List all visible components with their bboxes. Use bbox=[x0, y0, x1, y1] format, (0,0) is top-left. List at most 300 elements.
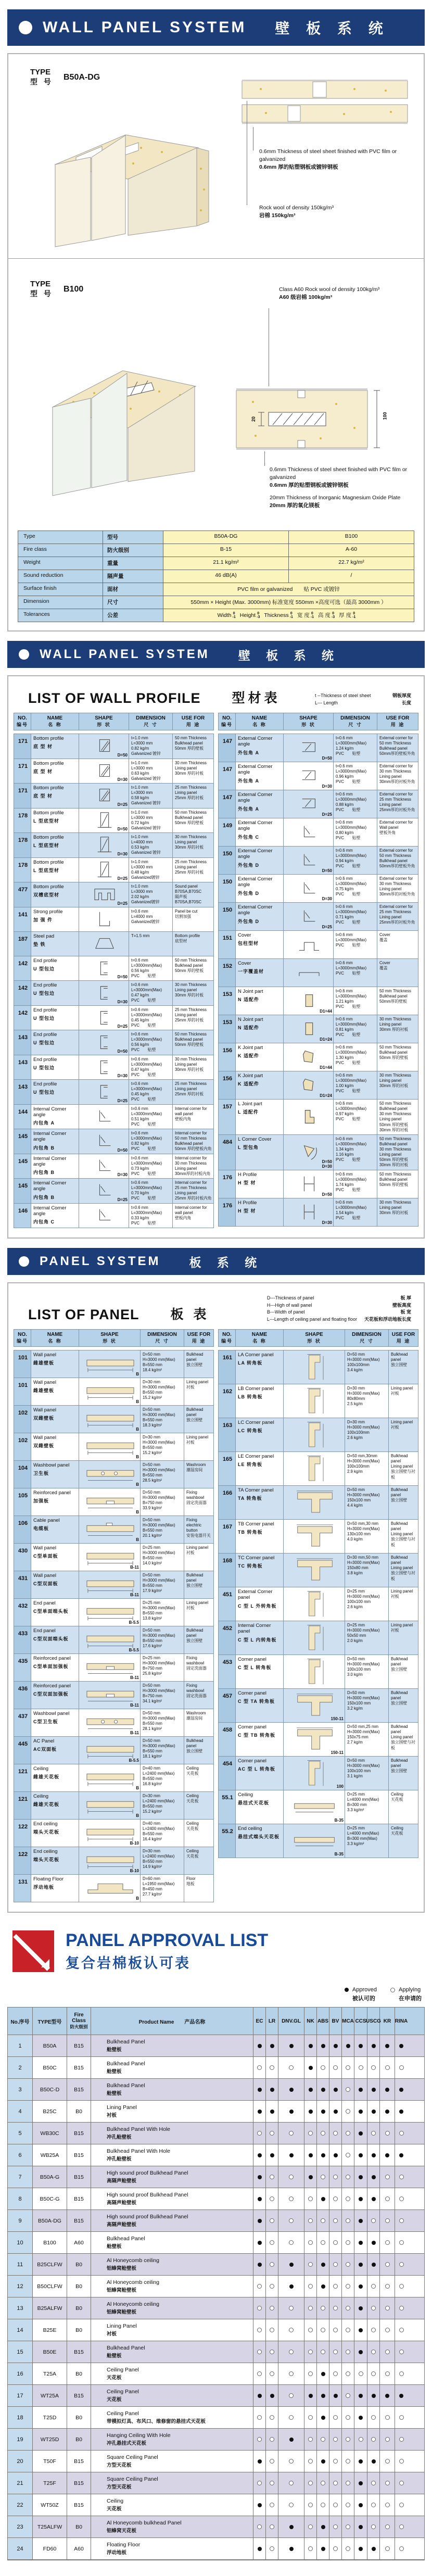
dimension-line: 15.2 kg/m² bbox=[143, 1809, 162, 1814]
profile-shape-icon bbox=[287, 1829, 343, 1853]
dimension-line: 18.4 kg/m² bbox=[143, 1368, 162, 1373]
applying-dot-icon bbox=[308, 2459, 313, 2464]
dimension-line: t=0.6 mm bbox=[131, 908, 148, 914]
shape-label: D=25 bbox=[117, 802, 128, 807]
row-number: 102 bbox=[14, 1406, 31, 1433]
row-name bbox=[31, 1006, 79, 1030]
row-number: 167 bbox=[219, 1520, 236, 1553]
approval-product-name bbox=[91, 2232, 253, 2253]
profile-shape-icon bbox=[88, 835, 121, 855]
dimension-line: PVC 贴塑 bbox=[336, 807, 361, 813]
use-line: Lining panel bbox=[379, 915, 402, 920]
row-number: 453 bbox=[219, 1655, 236, 1688]
row-name bbox=[31, 858, 79, 882]
row-use-for bbox=[389, 1486, 418, 1519]
row-name-zh: TB 转角板 bbox=[238, 1530, 263, 1535]
approval-legend bbox=[0, 1986, 422, 2003]
use-line: 安装电器开关 bbox=[186, 1533, 211, 1538]
column-header bbox=[377, 713, 418, 730]
applying-dot-icon bbox=[270, 2524, 274, 2529]
row-dimension bbox=[141, 1847, 184, 1874]
use-line: 50mm 厚的壁板 bbox=[379, 1055, 409, 1060]
row-name-en: Wall panel bbox=[33, 1352, 57, 1358]
profile-shape-icon bbox=[293, 991, 326, 1012]
row-name-en: Reinforced panel bbox=[33, 1683, 71, 1689]
approval-row bbox=[8, 2538, 424, 2560]
row-dimension bbox=[334, 1170, 377, 1198]
row-dimension bbox=[141, 1516, 184, 1543]
shape-drawing bbox=[79, 1406, 141, 1433]
approval-mark bbox=[317, 2232, 329, 2253]
row-number: 178 bbox=[14, 809, 31, 833]
use-line: Bulkhead panel bbox=[186, 1573, 204, 1583]
approval-mark bbox=[304, 2166, 317, 2188]
dimension-line: t=0.6 mm bbox=[131, 957, 148, 963]
use-line: Lining panel bbox=[379, 1117, 402, 1122]
row-dimension bbox=[345, 1621, 389, 1655]
dimension-line: 150x80 mm bbox=[347, 1565, 369, 1571]
use-line: 50 mm Thickness bbox=[379, 1101, 411, 1106]
row-name-zh: 外包角 D bbox=[238, 918, 260, 924]
dimension-line: L=3000mm(Max) bbox=[336, 881, 367, 887]
row-name-zh: LC 转角板 bbox=[238, 1428, 263, 1434]
use-line: Lining panel bbox=[391, 1565, 413, 1571]
column-header bbox=[184, 1330, 213, 1346]
row-dimension bbox=[141, 1709, 184, 1736]
dimension-line: 18.1 kg/m² bbox=[143, 1754, 162, 1759]
dimension-line: 20.1 kg/m² bbox=[143, 1533, 162, 1538]
approval-fire-class: B15 bbox=[67, 2079, 91, 2100]
row-number: 104 bbox=[14, 1461, 31, 1488]
annotation-text-en: Class A60 Rock wool of density 100kg/m³ bbox=[279, 286, 380, 293]
applying-dot-icon bbox=[385, 2175, 390, 2179]
profile-row bbox=[14, 1154, 213, 1179]
catalog-page bbox=[0, 9, 432, 2576]
row-number: 454 bbox=[219, 1757, 236, 1790]
dimension-line: 0.72 kg/m bbox=[131, 820, 149, 825]
shape-drawing bbox=[284, 790, 334, 818]
approval-no: 5 bbox=[8, 2123, 33, 2144]
approval-fire-class: B0 bbox=[67, 2276, 91, 2297]
profile-row bbox=[219, 1043, 418, 1071]
type-model: B50A-DG bbox=[63, 73, 100, 82]
comparison-tolerances bbox=[163, 609, 414, 622]
approval-type: B50C-G bbox=[33, 2188, 67, 2209]
applying-dot-icon bbox=[346, 2415, 350, 2420]
dimension-line: B=550 mm bbox=[143, 1528, 162, 1533]
row-number: 457 bbox=[219, 1689, 236, 1722]
annotation-text-zh: 0.6mm 厚的贴塑钢板或镀锌钢板 bbox=[270, 482, 349, 489]
approval-mark bbox=[342, 2254, 354, 2275]
shape-label: D=25 bbox=[322, 925, 332, 930]
applying-dot-icon bbox=[270, 2284, 274, 2289]
applying-dot-icon bbox=[371, 2371, 376, 2376]
comparison-value-b50adg: 21.1 kg/m² bbox=[163, 557, 289, 570]
approval-fire-class: B15 bbox=[67, 2123, 91, 2144]
applying-dot-icon bbox=[333, 2218, 338, 2223]
row-name bbox=[31, 956, 79, 981]
applying-dot-icon bbox=[346, 2240, 350, 2245]
row-name-zh: C 型 L 内转角板 bbox=[238, 1637, 277, 1643]
shape-drawing bbox=[79, 1129, 129, 1154]
dimension-line: PVC 贴塑 bbox=[336, 864, 361, 869]
approval-mark bbox=[253, 2232, 266, 2253]
approval-no: 16 bbox=[8, 2363, 33, 2384]
dimension-line: 0.73 kg/m bbox=[131, 1166, 149, 1171]
use-line: 独立围壁与衬板 bbox=[391, 1537, 415, 1547]
approval-mark bbox=[329, 2276, 342, 2297]
approval-mark bbox=[395, 2538, 408, 2559]
approved-dot-icon bbox=[359, 2350, 363, 2354]
row-dimension bbox=[334, 903, 377, 930]
use-line: Lining panel bbox=[175, 1062, 197, 1067]
row-number: 163 bbox=[219, 1418, 236, 1451]
shape-drawing bbox=[284, 1350, 345, 1384]
bullet-icon bbox=[19, 1256, 29, 1267]
use-line: Washroom bbox=[186, 1711, 206, 1715]
row-name bbox=[31, 1709, 79, 1736]
row-dimension bbox=[129, 784, 173, 808]
use-line: 独立围壁 bbox=[186, 1418, 203, 1423]
shape-label: B bbox=[136, 1510, 139, 1515]
shape-label: D=50 bbox=[117, 752, 128, 757]
applying-dot-icon bbox=[371, 2437, 376, 2442]
product-name-en: Bulkhead Panel bbox=[107, 2236, 145, 2242]
shape-label: B-35 bbox=[334, 1852, 344, 1857]
approval-mark bbox=[304, 2123, 317, 2144]
dimension-line: H=3000 mm(Max) bbox=[143, 1523, 175, 1528]
approval-row bbox=[8, 2232, 424, 2254]
applying-dot-icon bbox=[333, 2065, 338, 2070]
panel-row bbox=[219, 1384, 418, 1418]
dimension-line: 3.0 kg/m bbox=[347, 1672, 363, 1677]
dimension-line: D=50 mm bbox=[143, 1738, 161, 1743]
approval-product-name bbox=[91, 2188, 253, 2209]
shape-drawing bbox=[79, 907, 129, 931]
approval-mark bbox=[266, 2144, 278, 2166]
approval-mark bbox=[317, 2210, 329, 2231]
row-name-en: Floating Floor bbox=[33, 1876, 64, 1882]
approved-dot-icon bbox=[372, 2263, 376, 2267]
row-number: 153 bbox=[219, 987, 236, 1015]
column-header-en: USE FOR bbox=[187, 1332, 211, 1337]
approval-mark bbox=[329, 2079, 342, 2100]
applying-dot-icon bbox=[399, 2065, 404, 2070]
column-header-en: NO. bbox=[222, 1332, 232, 1337]
applying-dot-icon bbox=[333, 2371, 338, 2376]
row-dimension bbox=[141, 1571, 184, 1598]
approval-mark bbox=[253, 2319, 266, 2341]
dimension-line: B=550 mm bbox=[143, 1804, 162, 1809]
applying-dot-icon bbox=[333, 2306, 338, 2310]
column-header bbox=[14, 1330, 31, 1346]
approval-title-zh: 复合岩棉板认可表 bbox=[66, 1955, 190, 1971]
row-name-zh: 电缆板 bbox=[33, 1526, 49, 1532]
wall-profile-table-left bbox=[14, 713, 214, 1228]
use-line: Lining panel bbox=[391, 1589, 413, 1594]
row-number: 101 bbox=[14, 1350, 31, 1378]
applying-dot-icon bbox=[333, 2524, 338, 2529]
approval-mark bbox=[278, 2035, 304, 2056]
comparison-label-en: Weight bbox=[18, 557, 103, 570]
tolerance-item: Height bbox=[239, 612, 256, 618]
comparison-value-span: PVC film or galvanized 贴 PVC 或镀锌 bbox=[163, 583, 414, 596]
approved-dot-icon bbox=[321, 2088, 325, 2092]
applying-dot-icon bbox=[270, 2218, 274, 2223]
dimension-line: 100x100 mm bbox=[347, 1769, 371, 1774]
panel-row bbox=[219, 1486, 418, 1520]
dimension-line: L=3000 mm bbox=[131, 889, 153, 894]
row-use-for bbox=[184, 1737, 213, 1764]
approved-dot-icon bbox=[385, 2044, 389, 2048]
row-name-en: Cable panel bbox=[33, 1518, 60, 1523]
applying-dot-icon bbox=[346, 2524, 350, 2529]
shape-label: D=30 bbox=[117, 851, 128, 856]
approval-fire-class: B15 bbox=[67, 2494, 91, 2516]
row-dimension bbox=[129, 809, 173, 833]
approval-no: 20 bbox=[8, 2451, 33, 2472]
dimension-line: t=1.0 mm bbox=[131, 884, 148, 889]
approval-mark bbox=[380, 2451, 395, 2472]
approval-mark bbox=[354, 2276, 367, 2297]
row-dimension bbox=[334, 1198, 377, 1226]
applying-dot-icon bbox=[270, 2328, 274, 2332]
row-name-zh: 底 型 材 bbox=[33, 793, 53, 799]
approved-dot-icon bbox=[258, 2044, 262, 2048]
applying-dot-icon bbox=[257, 2437, 262, 2442]
shape-drawing bbox=[284, 1554, 345, 1587]
dimension-line: 3.4 kg/m bbox=[347, 1368, 363, 1373]
row-use-for bbox=[184, 1350, 213, 1378]
tolerance-item: 高 度 bbox=[318, 612, 331, 618]
use-line: Lining panel bbox=[391, 1735, 413, 1740]
dimension-line: 16.4 kg/m² bbox=[143, 1837, 162, 1842]
applying-dot-icon bbox=[399, 2459, 404, 2464]
dimension-line: D=50 mm,25 mm bbox=[347, 1724, 379, 1729]
applying-dot-icon bbox=[333, 2546, 338, 2551]
approval-mark bbox=[367, 2297, 380, 2319]
applying-dot-icon bbox=[257, 2328, 262, 2332]
row-use-for bbox=[184, 1709, 213, 1736]
row-number: 121 bbox=[14, 1792, 31, 1819]
row-name-zh: N 适配件 bbox=[238, 997, 260, 1003]
row-use-for bbox=[389, 1689, 418, 1722]
approval-no: 9 bbox=[8, 2210, 33, 2231]
approval-type: T25F bbox=[33, 2472, 67, 2494]
use-line: Ceiling bbox=[186, 1766, 199, 1771]
row-dimension bbox=[141, 1406, 184, 1433]
approval-mark bbox=[380, 2363, 395, 2384]
approval-mark bbox=[395, 2232, 408, 2253]
row-dimension bbox=[141, 1544, 184, 1571]
approval-mark bbox=[342, 2516, 354, 2537]
approval-mark bbox=[367, 2035, 380, 2056]
use-line: Bottom profile bbox=[175, 933, 200, 938]
shape-drawing bbox=[284, 818, 334, 846]
use-line: 30 mm Thickness bbox=[379, 1017, 411, 1021]
approval-mark bbox=[317, 2429, 329, 2450]
dimension-line: L=3000mm(Max) bbox=[131, 1087, 162, 1092]
annotation-steel-sheet bbox=[259, 148, 415, 172]
approval-product-name bbox=[91, 2363, 253, 2384]
row-name-zh: C型双面端头板 bbox=[33, 1636, 69, 1642]
row-use-for bbox=[389, 1790, 418, 1824]
row-number: 431 bbox=[14, 1571, 31, 1598]
dimension-line: t=0.6 mm bbox=[336, 876, 353, 881]
row-number: 147 bbox=[219, 790, 236, 818]
use-line: 50 mm Thickness bbox=[379, 1171, 411, 1177]
row-use-for bbox=[389, 1452, 418, 1485]
profile-shape-icon bbox=[293, 1386, 337, 1416]
row-name bbox=[31, 1737, 79, 1764]
row-number: 176 bbox=[219, 1170, 236, 1198]
approval-mark bbox=[253, 2057, 266, 2078]
applying-dot-icon bbox=[257, 2306, 262, 2310]
applying-dot-icon bbox=[289, 2328, 294, 2332]
company-logo-icon bbox=[12, 1930, 54, 1972]
dimension-line: H=3000 mm(Max) bbox=[347, 1662, 380, 1667]
row-name-zh: 端头天花板 bbox=[33, 1857, 60, 1863]
approval-mark bbox=[380, 2385, 395, 2406]
band-title-en: WALL PANEL SYSTEM bbox=[43, 19, 247, 36]
approval-mark bbox=[380, 2079, 395, 2100]
row-number: 142 bbox=[14, 956, 31, 981]
approval-row bbox=[8, 2516, 424, 2538]
row-use-for bbox=[184, 1847, 213, 1874]
use-line: 天花板 bbox=[391, 1831, 403, 1836]
dimension-line: B=550 mm bbox=[143, 1832, 162, 1837]
row-dimension bbox=[129, 1080, 173, 1104]
product-name-en: Bulkhead Panel bbox=[107, 2082, 145, 2089]
shape-label: B-11 bbox=[130, 1593, 139, 1598]
dimension-line: 80x80mm bbox=[347, 1396, 365, 1401]
product-name-zh: 舱壁板 bbox=[107, 2047, 122, 2053]
approval-mark bbox=[304, 2079, 317, 2100]
row-name bbox=[31, 1461, 79, 1488]
shape-label: D=30 bbox=[322, 896, 332, 902]
approval-mark bbox=[278, 2254, 304, 2275]
use-line: 30mm 厚的衬板 bbox=[379, 1163, 409, 1168]
approval-mark bbox=[354, 2101, 367, 2122]
approval-mark bbox=[329, 2057, 342, 2078]
use-line: 独立围壁 bbox=[391, 1769, 408, 1774]
column-header bbox=[79, 1330, 141, 1346]
approved-dot-icon bbox=[258, 2175, 262, 2179]
row-name-zh: LE 转角板 bbox=[238, 1462, 263, 1468]
profile-shape-icon bbox=[293, 850, 326, 871]
approval-product-name bbox=[91, 2276, 253, 2297]
applying-dot-icon bbox=[333, 2350, 338, 2354]
row-name-zh: C型卫生板 bbox=[33, 1719, 58, 1725]
panel-table-right bbox=[218, 1329, 418, 1902]
applying-dot-icon bbox=[270, 2459, 274, 2464]
approved-dot-icon bbox=[270, 2394, 274, 2398]
row-name bbox=[31, 1129, 79, 1154]
panel-row bbox=[219, 1824, 418, 1858]
row-name-zh: C 型 TA 转角板 bbox=[238, 1699, 275, 1704]
dimension-line: 34.1 kg/m² bbox=[143, 1699, 162, 1704]
row-name-zh: 雌雄天花板 bbox=[33, 1774, 60, 1780]
applying-dot-icon bbox=[321, 2350, 325, 2354]
profile-row bbox=[14, 1055, 213, 1080]
dimension-line: H=3000 mm(Max) bbox=[347, 1425, 380, 1430]
shape-drawing bbox=[79, 1433, 141, 1460]
dimension-line: H=3000 mm(Max) bbox=[143, 1633, 175, 1638]
panel-row bbox=[14, 1350, 213, 1378]
applying-dot-icon bbox=[257, 2371, 262, 2376]
approval-mark bbox=[304, 2385, 317, 2406]
approval-mark bbox=[395, 2101, 408, 2122]
approval-fire-class: B0 bbox=[67, 2319, 91, 2341]
applying-dot-icon bbox=[385, 2371, 390, 2376]
use-line: 30 mm Thickness bbox=[175, 1160, 207, 1166]
shape-label: B bbox=[136, 1427, 139, 1432]
row-dimension bbox=[129, 1055, 173, 1080]
dimension-line: 15.2 kg/m² bbox=[143, 1450, 162, 1456]
use-line: 独立围壁 bbox=[391, 1701, 408, 1706]
profile-shape-icon bbox=[82, 1794, 138, 1817]
use-line: 50mm厚的壁板外角 bbox=[379, 751, 415, 756]
use-line: 25mm 厚的衬板 bbox=[175, 795, 204, 801]
approved-dot-icon bbox=[289, 2284, 294, 2289]
dimension-line: t=0.6 mm bbox=[131, 1205, 148, 1210]
shape-drawing bbox=[284, 1790, 345, 1824]
column-header bbox=[129, 713, 173, 730]
row-number: 145 bbox=[14, 1129, 31, 1154]
approval-mark bbox=[304, 2363, 317, 2384]
row-number: 143 bbox=[14, 1030, 31, 1055]
approval-mark bbox=[253, 2035, 266, 2056]
approval-type: FD60 bbox=[33, 2538, 67, 2559]
column-header-en: NAME bbox=[251, 715, 268, 721]
approval-mark bbox=[342, 2035, 354, 2056]
applying-dot-icon bbox=[308, 2415, 313, 2420]
approval-mark bbox=[395, 2385, 408, 2406]
product-name-en: Lining Panel bbox=[107, 2323, 137, 2329]
use-line: Panel be cut bbox=[175, 908, 198, 914]
legend-zh: 板 宽 bbox=[400, 1309, 411, 1315]
use-line: 衬板 bbox=[186, 1385, 195, 1390]
use-line: Bulkhead panel bbox=[379, 746, 408, 751]
use-line: Lining panel bbox=[186, 1435, 209, 1439]
column-header bbox=[219, 1330, 236, 1346]
dimension-line: 28.1 kg/m² bbox=[143, 1726, 162, 1732]
approved-dot-icon bbox=[359, 2197, 363, 2201]
row-name-zh: 外包角 D bbox=[238, 862, 260, 868]
approval-mark bbox=[317, 2407, 329, 2428]
approved-dot-icon bbox=[359, 2306, 363, 2310]
shape-drawing bbox=[79, 1350, 141, 1378]
annotation-text-en: 0.6mm Thickness of steel sheet finished with PVC film or galvanized bbox=[270, 466, 408, 481]
column-header-zh: 尺 寸 bbox=[155, 1338, 169, 1344]
use-line: 30mm 厚的衬板 bbox=[379, 1127, 409, 1132]
use-line: 50 mm Thickness bbox=[175, 1032, 207, 1037]
approved-dot-icon bbox=[270, 2044, 274, 2048]
dimension-line: D=25 mm bbox=[347, 1826, 365, 1830]
legend-applying-en: Applying bbox=[399, 1987, 421, 1993]
use-line: 天花板 bbox=[391, 1797, 403, 1802]
row-name-zh: L 型底型材 bbox=[33, 843, 59, 849]
approval-no: 13 bbox=[8, 2297, 33, 2319]
approval-row bbox=[8, 2035, 424, 2057]
dimension-line: L=3000mm(Max) bbox=[131, 1012, 162, 1017]
dimension-line: t=1.0 mm bbox=[131, 859, 148, 864]
dimension-line: t=0.6 mm bbox=[336, 1017, 353, 1021]
row-number: 477 bbox=[14, 882, 31, 907]
row-dimension bbox=[345, 1520, 389, 1553]
approval-type: B50A-G bbox=[33, 2166, 67, 2188]
profile-shape-icon bbox=[88, 1156, 121, 1177]
